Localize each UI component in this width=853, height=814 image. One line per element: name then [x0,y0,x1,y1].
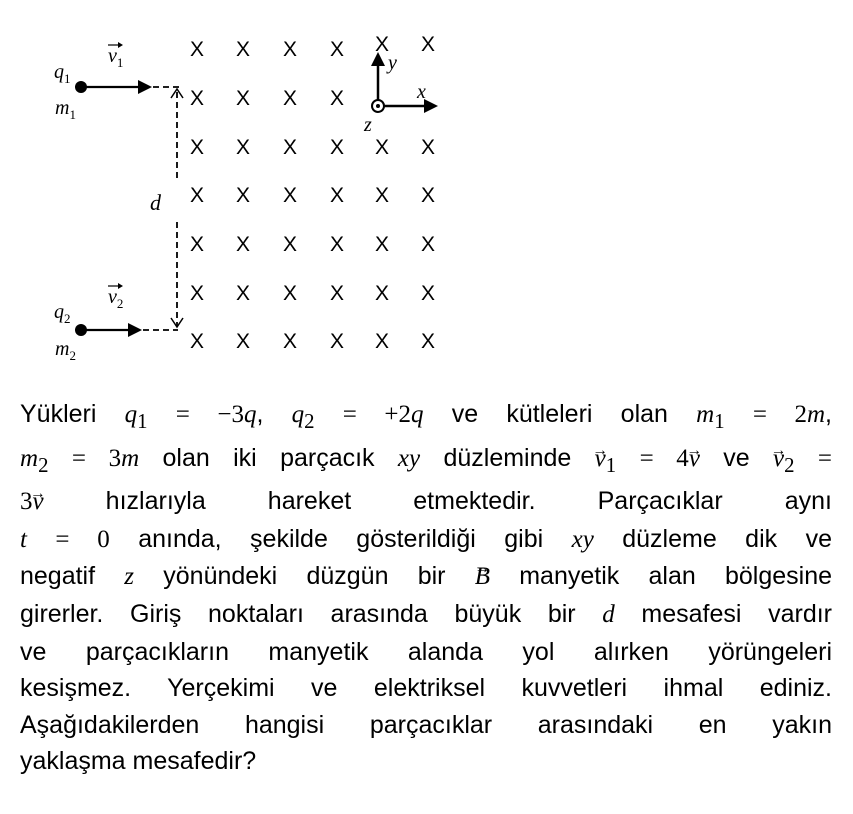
field-marker-x: X [374,33,390,56]
field-marker-x: X [329,87,345,110]
field-marker-x: X [420,184,436,207]
velocity-1-arrowhead [138,80,152,94]
x-axis-label: x [417,81,426,103]
field-marker-x: X [329,136,345,159]
field-marker-x: X [189,38,205,61]
field-marker-x: X [374,233,390,256]
particle-1-dot [75,81,87,93]
velocity-1-vector-tip [118,42,123,48]
field-marker-x: X [235,136,251,159]
particle-2 [54,283,178,363]
field-marker-x: X [420,233,436,256]
z-axis-dot [376,104,380,108]
field-marker-x: X [235,282,251,305]
problem-line: 3→ v hızlarıyla hareket etmektedir. Parçacıklar aynı [20,483,832,521]
field-marker-x: X [282,184,298,207]
problem-line: t = 0 anında, şekilde gösterildiği gibi xy düzleme dik ve [20,524,832,553]
field-marker-x: X [189,233,205,256]
field-marker-x: X [374,330,390,353]
problem-line: girerler. Giriş noktaları arasında büyük bir d mesafesi vardır [20,599,832,628]
field-marker-x: X [420,136,436,159]
problem-line: ve parçacıkların manyetik alanda yol alırken yörüngeleri [20,637,832,666]
physics-figure [0,0,853,380]
problem-line: kesişmez. Yerçekimi ve elektriksel kuvvetleri ihmal ediniz. [20,674,832,703]
field-marker-x: X [189,87,205,110]
field-marker-x: X [282,87,298,110]
field-marker-x: X [420,33,436,56]
field-marker-x: X [235,184,251,207]
problem-line: $m_2 = 3m$ olan iki parçacık xy düzleminde → $v_1 = 4\to v$ ve → $v_2$ = [20,440,832,484]
field-marker-x: X [329,38,345,61]
distance-indicator [150,89,183,327]
field-marker-x: X [282,282,298,305]
particle-1 [54,42,179,122]
x-axis-arrowhead [424,99,438,113]
field-marker-x: X [329,184,345,207]
charge-1-label: $q_1$ [54,61,71,86]
problem-line: negatif z yönündeki düzgün bir → B manyetik alan bölgesine [20,558,832,596]
field-marker-x: X [282,233,298,256]
field-marker-x: X [329,330,345,353]
magnetic-field-grid [190,33,435,353]
velocity-2-vector-tip [118,283,123,289]
field-marker-x: X [189,282,205,305]
field-marker-x: X [189,184,205,207]
field-marker-x: X [189,330,205,353]
field-marker-x: X [235,38,251,61]
field-marker-x: X [235,330,251,353]
field-marker-x: X [374,282,390,305]
field-marker-x: X [189,136,205,159]
charge-2-label: $q_2$ [54,301,71,326]
field-marker-x: X [374,136,390,159]
field-marker-x: X [374,184,390,207]
particle-2-dot [75,324,87,336]
problem-line: Aşağıdakilerden hangisi parçacıklar arasındaki en yakın [20,710,832,739]
velocity-1-label: $v_1$ [108,45,124,70]
z-axis-label: z [364,114,372,136]
field-marker-x: X [282,330,298,353]
problem-text [20,396,832,780]
distance-label: d [150,190,161,215]
field-marker-x: X [235,233,251,256]
field-marker-x: X [420,282,436,305]
field-marker-x: X [329,282,345,305]
problem-line: yaklaşma mesafedir? [20,747,257,776]
y-axis-label: y [388,52,397,74]
field-marker-x: X [235,87,251,110]
field-marker-x: X [282,38,298,61]
mass-1-label: $m_1$ [55,97,76,122]
coordinate-axes [363,52,438,136]
velocity-2-label: $v_2$ [108,286,124,311]
velocity-2-arrowhead [128,323,142,337]
mass-2-label: $m_2$ [55,338,76,363]
field-marker-x: X [420,330,436,353]
problem-line: Yükleri $q_1 = -3q$, $q_2 = +2q$ ve kütleleri olan $m_1 = 2m$, [20,400,832,433]
field-marker-x: X [282,136,298,159]
field-marker-x: X [329,233,345,256]
